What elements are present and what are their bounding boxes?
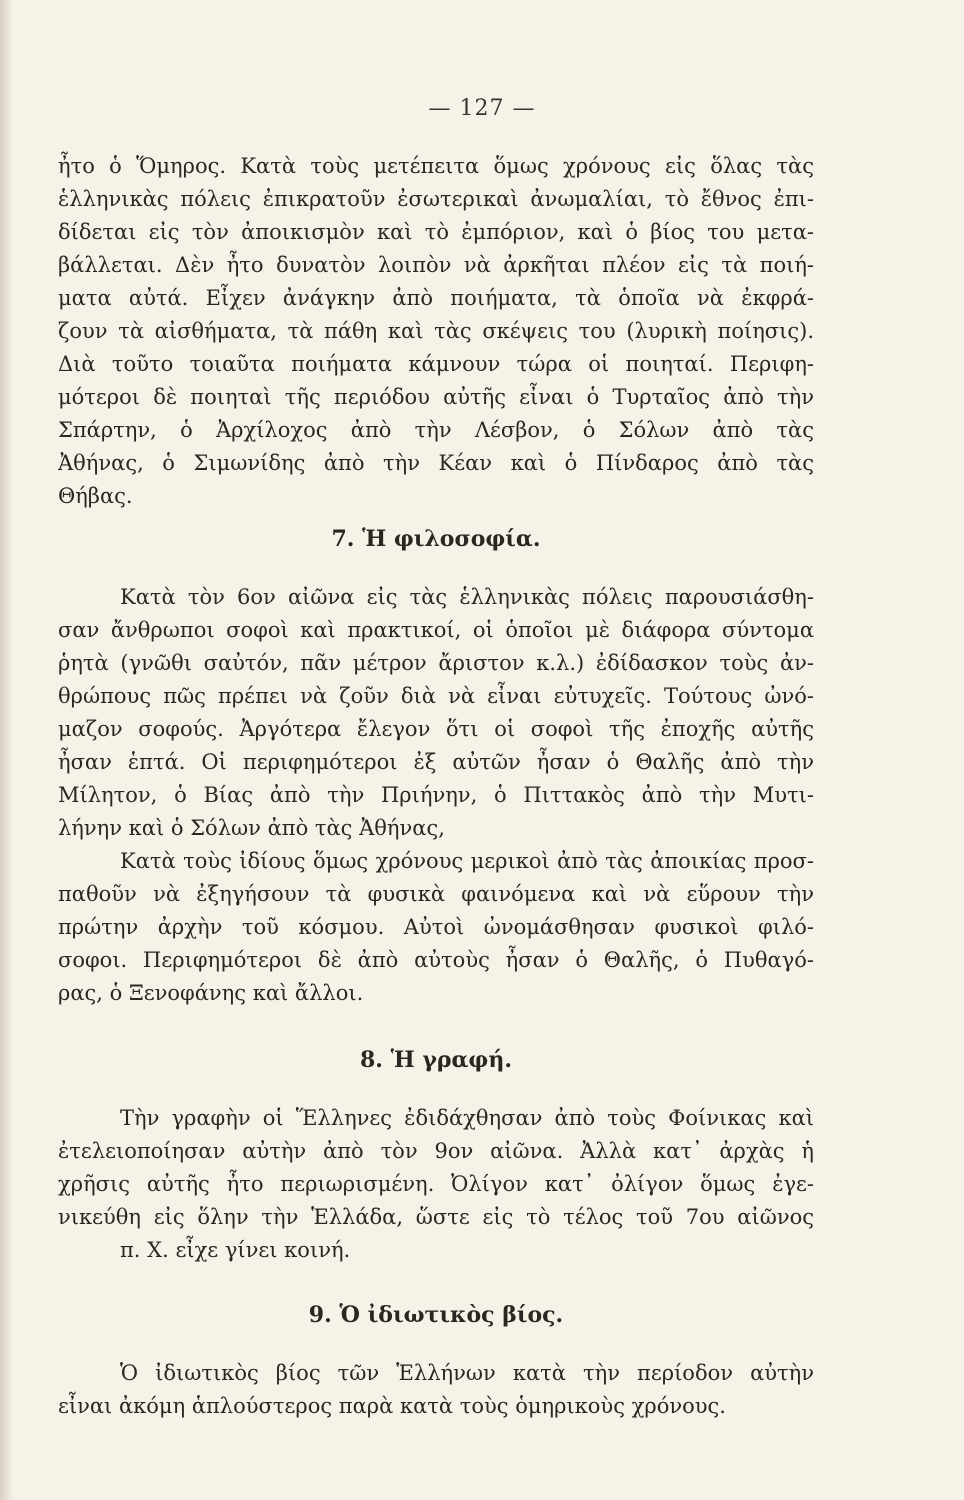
text-line: παθοῦν νὰ ἐξηγήσουν τὰ φυσικὰ φαινόμενα καὶ νὰ εὕρουν τὴν: [58, 882, 814, 906]
text-line: ῥητὰ (γνῶθι σαὐτόν, πᾶν μέτρον ἄριστον κ.λ.) ἐδίδασκον τοὺς ἀν-: [58, 651, 814, 675]
text-line: σαν ἄνθρωποι σοφοὶ καὶ πρακτικοί, οἱ ὁποῖοι μὲ διάφορα σύντομα: [58, 618, 814, 642]
text-line: σοφοι. Περιφημότεροι δὲ ἀπὸ αὐτοὺς ἦσαν ὁ Θαλῆς, ὁ Πυθαγό-: [58, 948, 814, 972]
paragraph-natural-philosophers: [58, 845, 814, 1010]
text-line: ρας, ὁ Ξενοφάνης καὶ ἄλλοι.: [58, 981, 364, 1005]
text-line: βάλλεται. Δὲν ἦτο δυνατὸν λοιπὸν νὰ ἀρκῆται πλέον εἰς τὰ ποιή-: [58, 253, 814, 277]
text-line: μαζον σοφούς. Ἀργότερα ἔλεγον ὅτι οἱ σοφοὶ τῆς ἐποχῆς αὐτῆς: [58, 717, 814, 741]
text-line: μότεροι δὲ ποιηταὶ τῆς περιόδου αὐτῆς εἶναι ὁ Τυρταῖος ἀπὸ τὴν: [58, 385, 814, 409]
text-line: Κατὰ τὸν 6ον αἰῶνα εἰς τὰς ἑλληνικὰς πόλεις παρουσιάσθη-: [120, 585, 814, 609]
text-line: νικεύθη εἰς ὅλην τὴν Ἑλλάδα, ὥστε εἰς τὸ τέλος τοῦ 7ου αἰῶνος: [58, 1205, 814, 1229]
text-line: ματα αὐτά. Εἶχεν ἀνάγκην ἀπὸ ποιήματα, τὰ ὁποῖα νὰ ἐκφρά-: [58, 286, 814, 310]
paragraph-writing: [58, 1102, 814, 1267]
text-line: πρώτην ἀρχὴν τοῦ κόσμου. Αὐτοὶ ὠνομάσθησαν φυσικοὶ φιλό-: [58, 915, 814, 939]
text-line: Τὴν γραφὴν οἱ Ἕλληνες ἐδιδάχθησαν ἀπὸ τοὺς Φοίνικας καὶ: [120, 1106, 814, 1130]
text-line: Διὰ τοῦτο τοιαῦτα ποιήματα κάμνουν τώρα οἱ ποιηταί. Περιφη-: [58, 352, 814, 376]
text-line: ἐτελειοποίησαν αὐτὴν ἀπὸ τὸν 9ον αἰῶνα. Ἀλλὰ κατ᾿ ἀρχὰς ἡ: [58, 1139, 814, 1163]
paragraph-private-life: [58, 1357, 814, 1423]
paragraph-wise-men: [58, 581, 814, 845]
text-line: χρῆσις αὐτῆς ἦτο περιωρισμένη. Ὀλίγον κατ᾿ ὀλίγον ὅμως ἐγε-: [58, 1172, 814, 1196]
text-line: Ὁ ἰδιωτικὸς βίος τῶν Ἑλλήνων κατὰ τὴν περίοδον αὐτὴν: [120, 1361, 814, 1385]
text-line: ἑλληνικὰς πόλεις ἐπικρατοῦν ἐσωτερικαὶ ἀνωμαλίαι, τὸ ἔθνος ἐπι-: [58, 187, 814, 211]
section-heading-private-life: 9. Ὁ ἰδιωτικὸς βίος.: [308, 1302, 564, 1328]
text-line: Μίλητον, ὁ Βίας ἀπὸ τὴν Πριήνην, ὁ Πιττακὸς ἀπὸ τὴν Μυτι-: [58, 783, 814, 807]
text-line: π. Χ. εἶχε γίνει κοινή.: [120, 1238, 351, 1262]
text-line: Κατὰ τοὺς ἰδίους ὅμως χρόνους μερικοὶ ἀπὸ τὰς ἀποικίας προσ-: [120, 849, 814, 873]
text-line: δίδεται εἰς τὸν ἀποικισμὸν καὶ τὸ ἐμπόριον, καὶ ὁ βίος του μετα-: [58, 220, 814, 244]
page-gutter-shadow: [0, 0, 14, 1500]
text-line: ἦτο ὁ Ὅμηρος. Κατὰ τοὺς μετέπειτα ὅμως χρόνους εἰς ὅλας τὰς: [58, 154, 814, 178]
paragraph-poets: [58, 150, 814, 513]
text-line: Σπάρτην, ὁ Ἀρχίλοχος ἀπὸ τὴν Λέσβον, ὁ Σόλων ἀπὸ τὰς: [58, 418, 814, 442]
text-line: εἶναι ἀκόμη ἁπλούστερος παρὰ κατὰ τοὺς ὁμηρικοὺς χρόνους.: [58, 1394, 726, 1418]
section-heading-writing: 8. Ἡ γραφή.: [359, 1047, 512, 1073]
text-line: ἦσαν ἑπτά. Οἱ περιφημότεροι ἐξ αὐτῶν ἦσαν ὁ Θαλῆς ἀπὸ τὴν: [58, 750, 814, 774]
text-line: θρώπους πῶς πρέπει νὰ ζοῦν διὰ νὰ εἶναι εὐτυχεῖς. Τούτους ὠνό-: [58, 684, 814, 708]
section-heading-philosophy: 7. Ἡ φιλοσοφία.: [331, 526, 541, 552]
text-line: λήνην καὶ ὁ Σόλων ἀπὸ τὰς Ἀθήνας,: [58, 816, 445, 840]
page-body: [58, 150, 814, 1423]
page-number: — 127 —: [428, 96, 536, 121]
text-line: Θήβας.: [58, 484, 133, 508]
text-line: ζουν τὰ αἰσθήματα, τὰ πάθη καὶ τὰς σκέψεις του (λυρικὴ ποίησις).: [58, 319, 814, 343]
text-line: Ἀθήνας, ὁ Σιμωνίδης ἀπὸ τὴν Κέαν καὶ ὁ Πίνδαρος ἀπὸ τὰς: [58, 451, 814, 475]
